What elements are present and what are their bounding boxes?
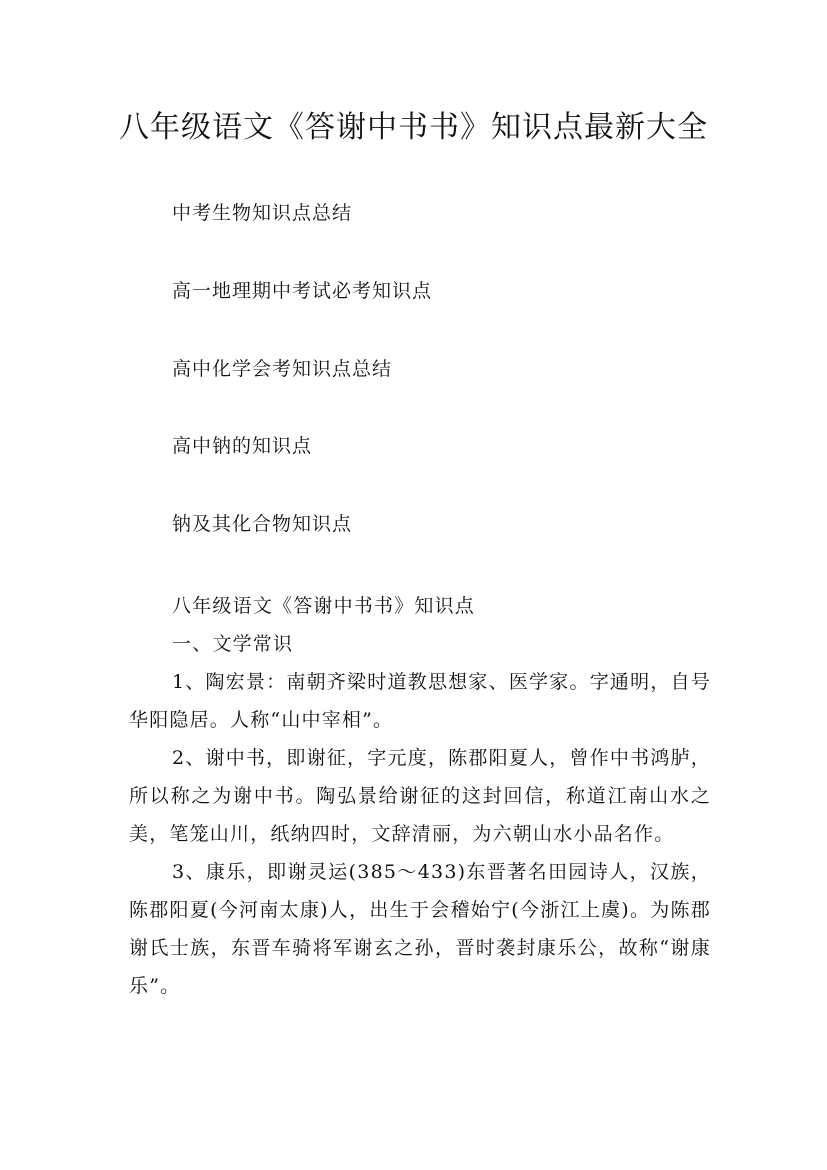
related-link[interactable]: 钠及其化合物知识点	[172, 513, 353, 535]
paragraph: 2、谢中书，即谢征，字元度，陈郡阳夏人，曾作中书鸿胪，所以称之为谢中书。陶弘景给谢征的这封回信，称道江南山水之美，笔笼山川，纸纳四时，文辞清丽，为六朝山水小品名作。	[129, 747, 711, 845]
page-title: 八年级语文《答谢中书书》知识点最新大全	[119, 110, 708, 145]
section-heading: 八年级语文《答谢中书书》知识点	[172, 595, 476, 617]
paragraph: 1、陶宏景：南朝齐梁时道教思想家、医学家。字通明，自号华阳隐居。人称“山中宰相”。	[129, 671, 711, 731]
related-link[interactable]: 中考生物知识点总结	[172, 202, 353, 224]
related-link[interactable]: 高一地理期中考试必考知识点	[172, 280, 433, 302]
paragraph: 3、康乐，即谢灵运(385～433)东晋著名田园诗人，汉族，陈郡阳夏(今河南太康)人，出生于会稽始宁(今浙江上虞)。为陈郡谢氏士族，东晋车骑将军谢玄之孙，晋时袭封康乐公，故称“谢康乐”。	[129, 861, 711, 997]
related-link[interactable]: 高中钠的知识点	[172, 435, 313, 457]
article-body	[129, 587, 711, 1005]
subheading: 一、文学常识	[172, 633, 294, 655]
related-link[interactable]: 高中化学会考知识点总结	[172, 358, 393, 380]
